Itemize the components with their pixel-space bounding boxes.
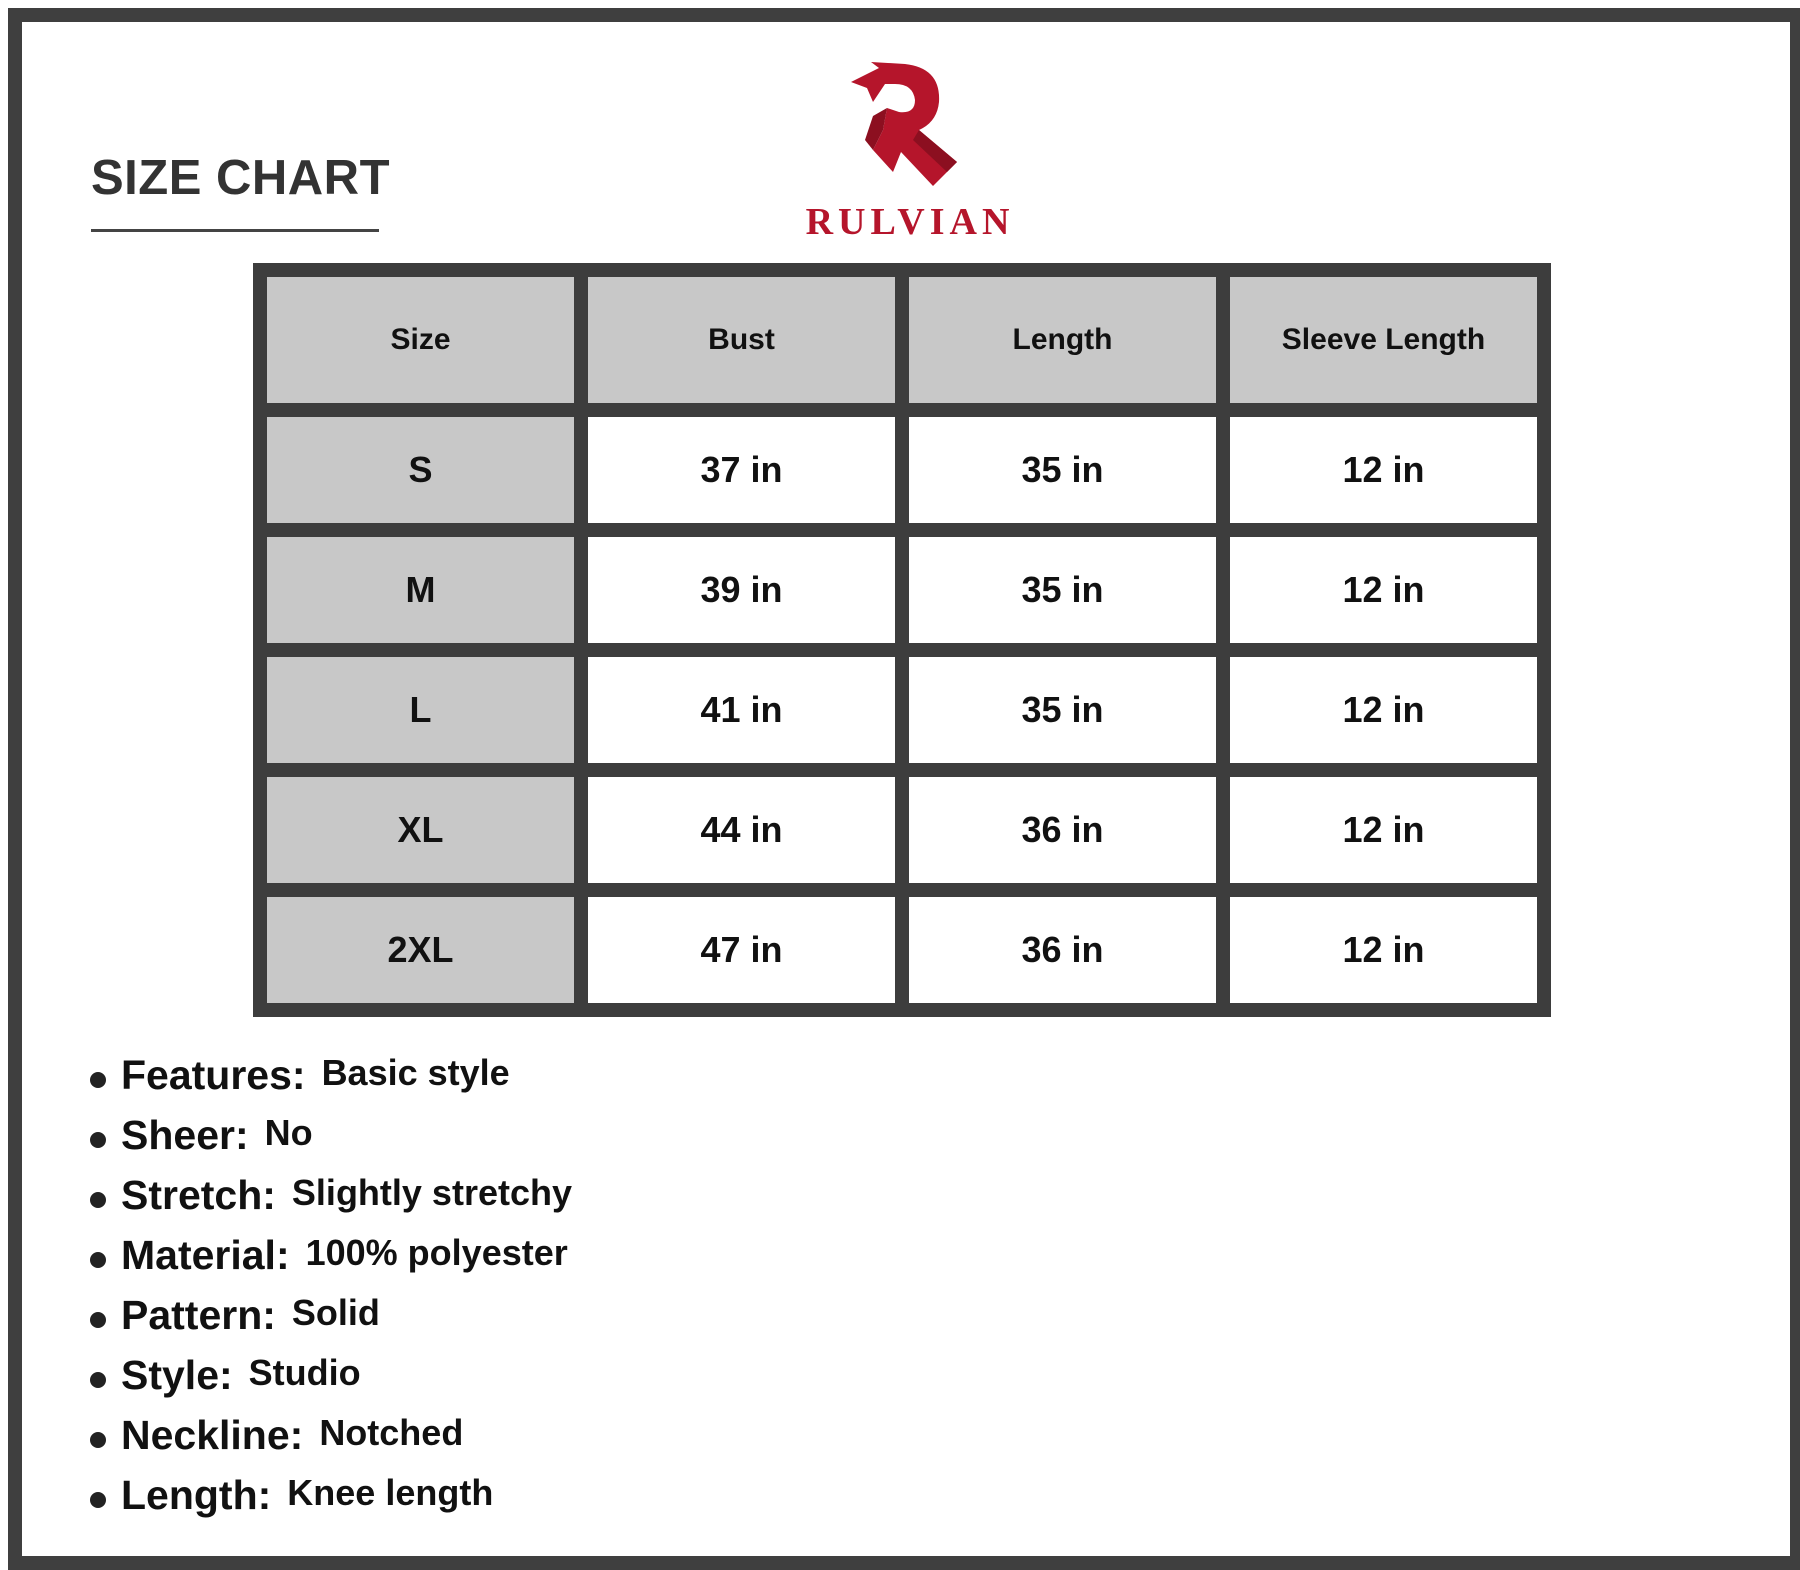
brand-logo <box>780 60 1040 250</box>
brand-name: RULVIAN <box>805 201 1015 243</box>
table-row <box>267 777 1537 883</box>
feature-item <box>90 1352 572 1412</box>
title-underline <box>91 229 379 232</box>
sleeve-length-cell: 12 in <box>1230 897 1537 1003</box>
feature-value: Notched <box>319 1412 464 1453</box>
sleeve-length-cell: 12 in <box>1230 657 1537 763</box>
bullet-icon <box>90 1072 106 1088</box>
bullet-icon <box>90 1432 106 1448</box>
bullet-icon <box>90 1192 106 1208</box>
feature-value: Slightly stretchy <box>291 1172 572 1213</box>
table-row <box>267 537 1537 643</box>
column-header-size: Size <box>267 277 574 403</box>
feature-value: 100% polyester <box>305 1232 568 1273</box>
bust-cell: 47 in <box>588 897 895 1003</box>
feature-value: Basic style <box>321 1052 510 1093</box>
bust-cell: 44 in <box>588 777 895 883</box>
bullet-icon <box>90 1252 106 1268</box>
bullet-icon <box>90 1132 106 1148</box>
table-header-row <box>267 277 1537 403</box>
feature-label: Length: <box>121 1472 272 1518</box>
r-monogram-icon <box>843 60 963 196</box>
length-cell: 36 in <box>909 777 1216 883</box>
length-cell: 35 in <box>909 657 1216 763</box>
feature-label: Stretch: <box>121 1172 276 1218</box>
feature-label: Features: <box>121 1052 306 1098</box>
sleeve-length-cell: 12 in <box>1230 777 1537 883</box>
bust-cell: 41 in <box>588 657 895 763</box>
column-header-length: Length <box>909 277 1216 403</box>
bullet-icon <box>90 1312 106 1328</box>
feature-value: Knee length <box>287 1472 494 1513</box>
feature-item <box>90 1052 572 1112</box>
bust-cell: 39 in <box>588 537 895 643</box>
page-title: SIZE CHART <box>91 151 390 205</box>
feature-list <box>90 1052 572 1532</box>
column-header-bust: Bust <box>588 277 895 403</box>
feature-label: Material: <box>121 1232 290 1278</box>
feature-label: Sheer: <box>121 1112 249 1158</box>
feature-value: Studio <box>248 1352 361 1393</box>
table-row <box>267 417 1537 523</box>
table-row <box>267 897 1537 1003</box>
table-row <box>267 657 1537 763</box>
feature-label: Style: <box>121 1352 233 1398</box>
feature-item <box>90 1472 572 1532</box>
size-table <box>253 263 1551 1017</box>
length-cell: 35 in <box>909 537 1216 643</box>
size-cell: S <box>267 417 574 523</box>
feature-label: Neckline: <box>121 1412 304 1458</box>
size-cell: M <box>267 537 574 643</box>
size-cell: L <box>267 657 574 763</box>
size-cell: XL <box>267 777 574 883</box>
length-cell: 36 in <box>909 897 1216 1003</box>
bullet-icon <box>90 1492 106 1508</box>
size-cell: 2XL <box>267 897 574 1003</box>
sleeve-length-cell: 12 in <box>1230 537 1537 643</box>
feature-item <box>90 1412 572 1472</box>
feature-value: Solid <box>291 1292 380 1333</box>
feature-label: Pattern: <box>121 1292 276 1338</box>
feature-item <box>90 1112 572 1172</box>
feature-item <box>90 1172 572 1232</box>
column-header-sleeve-length: Sleeve Length <box>1230 277 1537 403</box>
feature-value: No <box>264 1112 313 1153</box>
bust-cell: 37 in <box>588 417 895 523</box>
sleeve-length-cell: 12 in <box>1230 417 1537 523</box>
length-cell: 35 in <box>909 417 1216 523</box>
feature-item <box>90 1292 572 1352</box>
bullet-icon <box>90 1372 106 1388</box>
feature-item <box>90 1232 572 1292</box>
